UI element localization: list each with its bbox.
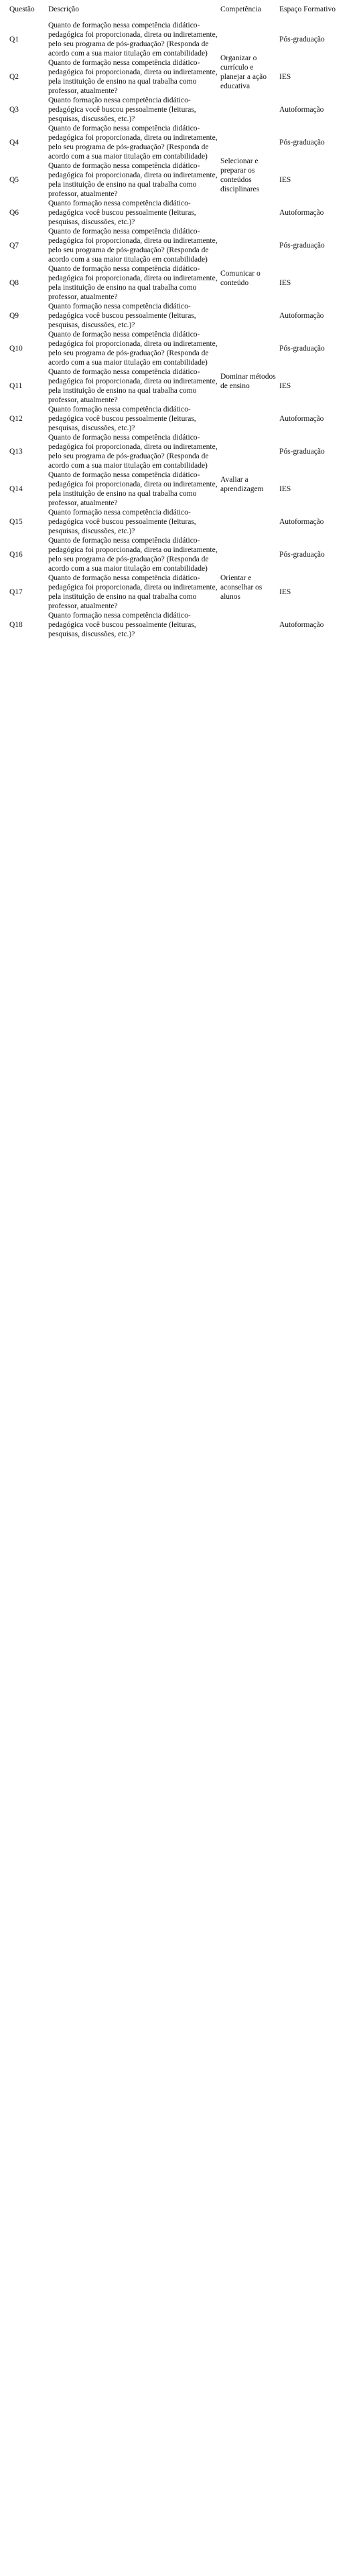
question-description: Quanto de formação nessa competência didático-pedagógica foi proporcionada, direta ou indiretamente, pela instituição de ensino na qual trabalha como professor, atualmente? bbox=[48, 574, 218, 610]
question-id: Q1 bbox=[9, 35, 19, 43]
table-body bbox=[9, 21, 359, 639]
competency-cell: Dominar métodos de ensino bbox=[220, 373, 276, 390]
table-row bbox=[9, 573, 359, 611]
table-row bbox=[9, 21, 359, 58]
table-row bbox=[9, 227, 359, 264]
header-competencia: Competência bbox=[220, 5, 261, 13]
question-id: Q16 bbox=[9, 551, 23, 559]
espaco-formativo: IES bbox=[279, 73, 291, 81]
espaco-formativo: Autoformação bbox=[279, 106, 324, 114]
table-row bbox=[9, 433, 359, 470]
espaco-formativo: Pós-graduação bbox=[279, 448, 325, 456]
question-id: Q3 bbox=[9, 106, 19, 114]
competency-cell: Avaliar a aprendizagem bbox=[220, 476, 264, 493]
espaco-formativo: Autoformação bbox=[279, 621, 324, 629]
table-header-row bbox=[9, 5, 359, 21]
question-description: Quanto de formação nessa competência didático-pedagógica foi proporcionada, direta ou indiretamente, pelo seu programa de pós-graduação? (Responda de acordo com a sua maior titulação em contabilidade) bbox=[48, 124, 218, 161]
question-id: Q10 bbox=[9, 345, 23, 353]
table-row bbox=[9, 264, 359, 302]
table-row bbox=[9, 58, 359, 96]
table-row bbox=[9, 302, 359, 330]
question-id: Q17 bbox=[9, 588, 23, 596]
question-description: Quanto formação nessa competência didático-pedagógica você buscou pessoalmente (leituras, pesquisas, discussões, etc.)? bbox=[48, 302, 196, 329]
espaco-formativo: Pós-graduação bbox=[279, 345, 325, 353]
question-description: Quanto formação nessa competência didático-pedagógica você buscou pessoalmente (leituras, pesquisas, discussões, etc.)? bbox=[48, 612, 196, 638]
question-id: Q11 bbox=[9, 382, 23, 390]
question-id: Q15 bbox=[9, 518, 23, 526]
question-description: Quanto formação nessa competência didático-pedagógica você buscou pessoalmente (leituras, pesquisas, discussões, etc.)? bbox=[48, 96, 196, 123]
competency-cell: Orientar e aconselhar os alunos bbox=[220, 574, 263, 601]
question-description: Quanto formação nessa competência didático-pedagógica você buscou pessoalmente (leituras, pesquisas, discussões, etc.)? bbox=[48, 405, 196, 432]
header-questao: Questão bbox=[9, 5, 35, 13]
espaco-formativo: Autoformação bbox=[279, 312, 324, 320]
table-row bbox=[9, 508, 359, 536]
question-description: Quanto de formação nessa competência didático-pedagógica foi proporcionada, direta ou indiretamente, pela instituição de ensino na qual trabalha como professor, atualmente? bbox=[48, 368, 218, 404]
question-description: Quanto de formação nessa competência didático-pedagógica foi proporcionada, direta ou indiretamente, pelo seu programa de pós-graduação? (Responda de acordo com a sua maior titulação em contabilidade) bbox=[48, 434, 218, 470]
question-id: Q6 bbox=[9, 209, 19, 217]
espaco-formativo: IES bbox=[279, 382, 291, 390]
question-id: Q2 bbox=[9, 73, 19, 81]
espaco-formativo: IES bbox=[279, 485, 291, 493]
competency-cell: Selecionar e preparar os conteúdos disciplinares bbox=[220, 157, 260, 193]
competency-cell: Organizar o currículo e planejar a ação educativa bbox=[220, 54, 267, 90]
espaco-formativo: Pós-graduação bbox=[279, 242, 325, 250]
espaco-formativo: Pós-graduação bbox=[279, 35, 325, 43]
espaco-formativo: Autoformação bbox=[279, 415, 324, 423]
header-espaco-formativo: Espaço Formativo bbox=[279, 5, 336, 13]
question-description: Quanto de formação nessa competência didático-pedagógica foi proporcionada, direta ou indiretamente, pela instituição de ensino na qual trabalha como professor, atualmente? bbox=[48, 265, 218, 301]
espaco-formativo: IES bbox=[279, 176, 291, 184]
question-id: Q12 bbox=[9, 415, 23, 423]
table-row bbox=[9, 611, 359, 639]
question-id: Q5 bbox=[9, 176, 19, 184]
question-description: Quanto formação nessa competência didático-pedagógica você buscou pessoalmente (leituras, pesquisas, discussões, etc.)? bbox=[48, 199, 196, 226]
question-description: Quanto de formação nessa competência didático-pedagógica foi proporcionada, direta ou indiretamente, pela instituição de ensino na qual trabalha como professor, atualmente? bbox=[48, 471, 218, 507]
competency-table bbox=[9, 5, 359, 639]
espaco-formativo: IES bbox=[279, 588, 291, 596]
table-row bbox=[9, 96, 359, 124]
espaco-formativo: Autoformação bbox=[279, 518, 324, 526]
question-id: Q18 bbox=[9, 621, 23, 629]
question-description: Quanto de formação nessa competência didático-pedagógica foi proporcionada, direta ou indiretamente, pelo seu programa de pós-graduação? (Responda de acordo com a sua maior titulação em contabilidade) bbox=[48, 227, 218, 264]
table-row bbox=[9, 124, 359, 161]
espaco-formativo: Autoformação bbox=[279, 209, 324, 217]
question-description: Quanto de formação nessa competência didático-pedagógica foi proporcionada, direta ou indiretamente, pelo seu programa de pós-graduação? (Responda de acordo com a sua maior titulação em contabilidade) bbox=[48, 537, 218, 573]
question-id: Q8 bbox=[9, 279, 19, 287]
question-id: Q7 bbox=[9, 242, 19, 250]
question-id: Q9 bbox=[9, 312, 19, 320]
table-row bbox=[9, 536, 359, 573]
question-description: Quanto de formação nessa competência didático-pedagógica foi proporcionada, direta ou indiretamente, pela instituição de ensino na qual trabalha como professor, atualmente? bbox=[48, 162, 218, 198]
table-row bbox=[9, 405, 359, 433]
table-row bbox=[9, 161, 359, 199]
question-id: Q4 bbox=[9, 139, 19, 147]
table-row bbox=[9, 330, 359, 367]
espaco-formativo: Pós-graduação bbox=[279, 551, 325, 559]
question-description: Quanto formação nessa competência didático-pedagógica você buscou pessoalmente (leituras, pesquisas, discussões, etc.)? bbox=[48, 509, 196, 535]
question-description: Quanto de formação nessa competência didático-pedagógica foi proporcionada, direta ou indiretamente, pelo seu programa de pós-graduação? (Responda de acordo com a sua maior titulação em contabilidade) bbox=[48, 331, 218, 367]
table-row bbox=[9, 199, 359, 227]
header-descricao: Descrição bbox=[48, 5, 79, 13]
question-description: Quanto de formação nessa competência didático-pedagógica foi proporcionada, direta ou indiretamente, pelo seu programa de pós-graduação? (Responda de acordo com a sua maior titulação em contabilidade) bbox=[48, 21, 218, 58]
competency-cell: Comunicar o conteúdo bbox=[220, 270, 261, 287]
table-row bbox=[9, 470, 359, 508]
espaco-formativo: Pós-graduação bbox=[279, 139, 325, 147]
espaco-formativo: IES bbox=[279, 279, 291, 287]
table-row bbox=[9, 367, 359, 405]
question-description: Quanto de formação nessa competência didático-pedagógica foi proporcionada, direta ou indiretamente, pela instituição de ensino na qual trabalha como professor, atualmente? bbox=[48, 59, 218, 95]
question-id: Q13 bbox=[9, 448, 23, 456]
question-id: Q14 bbox=[9, 485, 23, 493]
